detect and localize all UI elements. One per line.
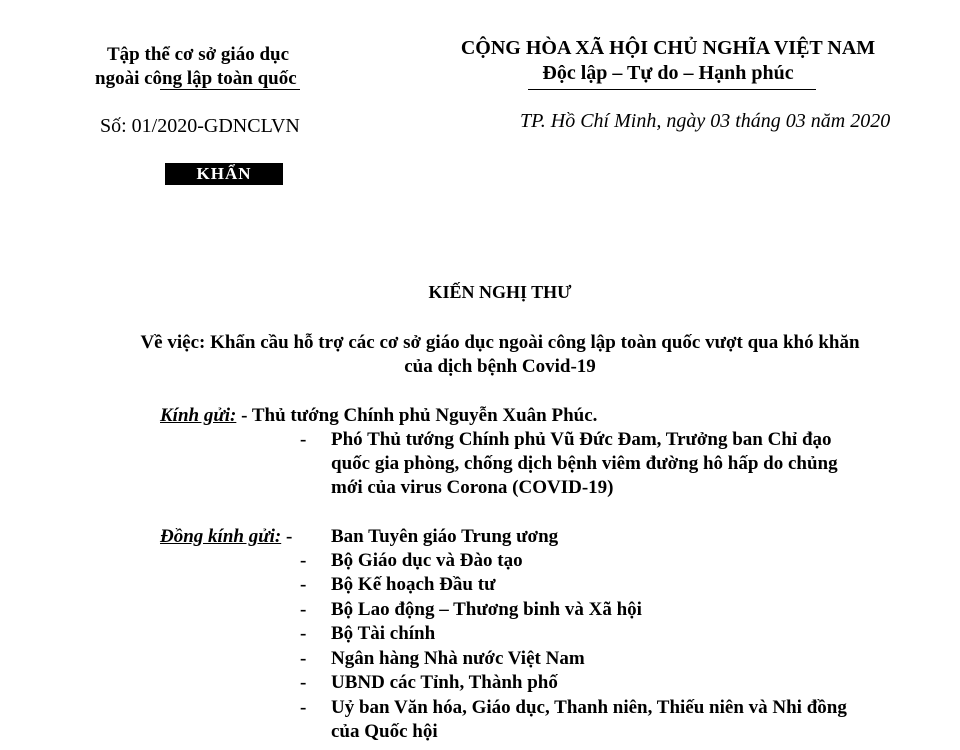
org-underline — [160, 89, 300, 90]
cc-dash: - — [300, 599, 307, 620]
cc-dash: - — [300, 697, 307, 718]
dateline: TP. Hồ Chí Minh, ngày 03 tháng 03 năm 2020 — [520, 110, 891, 132]
cc-item-continuation: của Quốc hội — [331, 721, 438, 742]
recipient-second-line1: Phó Thủ tướng Chính phủ Vũ Đức Đam, Trưởng ban Chỉ đạo — [331, 429, 832, 450]
national-title: CỘNG HÒA XÃ HỘI CHỦ NGHĨA VIỆT NAM — [460, 37, 876, 59]
org-name-line1: Tập thể cơ sở giáo dục — [107, 44, 290, 65]
recipient-first-dash: - — [241, 405, 248, 426]
recipient-second-dash: - — [300, 429, 307, 450]
recipient-second-line3: mới của virus Corona (COVID-19) — [331, 477, 614, 498]
cc-first-row — [160, 525, 292, 549]
cc-item: Bộ Giáo dục và Đào tạo — [331, 550, 523, 571]
cc-first-dash: - — [285, 526, 293, 547]
cc-dash: - — [300, 550, 307, 571]
cc-item: Bộ Kế hoạch Đầu tư — [331, 574, 496, 595]
recipient-first: Thủ tướng Chính phủ Nguyễn Xuân Phúc. — [251, 405, 598, 426]
cc-item: Uỷ ban Văn hóa, Giáo dục, Thanh niên, Thiếu niên và Nhi đồng — [331, 697, 847, 718]
cc-dash: - — [300, 672, 307, 693]
cc-item: Ngân hàng Nhà nước Việt Nam — [331, 648, 585, 669]
recipients-label: Kính gửi: — [160, 405, 237, 426]
recipient-first-row — [160, 404, 597, 428]
cc-item: Bộ Tài chính — [331, 623, 436, 644]
document-title: KIẾN NGHỊ THƯ — [428, 282, 572, 302]
motto-underline — [528, 89, 816, 90]
cc-label: Đồng kính gửi: — [160, 526, 282, 547]
subject-line-2: của dịch bệnh Covid-19 — [404, 356, 596, 377]
cc-item: Ban Tuyên giáo Trung ương — [331, 526, 559, 547]
cc-dash: - — [300, 648, 307, 669]
subject-line-1: Về việc: Khẩn cầu hỗ trợ các cơ sở giáo dục ngoài công lập toàn quốc vượt qua khó khăn — [140, 332, 860, 353]
document-number: Số: 01/2020-GDNCLVN — [100, 115, 300, 137]
cc-item: Bộ Lao động – Thương binh và Xã hội — [331, 599, 642, 620]
cc-dash: - — [300, 574, 307, 595]
cc-item: UBND các Tỉnh, Thành phố — [331, 672, 558, 693]
national-motto: Độc lập – Tự do – Hạnh phúc — [542, 62, 794, 84]
org-name-line2: ngoài công lập toàn quốc — [95, 68, 297, 89]
urgent-badge: KHẨN — [165, 163, 283, 185]
cc-dash: - — [300, 623, 307, 644]
recipient-second-line2: quốc gia phòng, chống dịch bệnh viêm đường hô hấp do chủng — [331, 453, 838, 474]
